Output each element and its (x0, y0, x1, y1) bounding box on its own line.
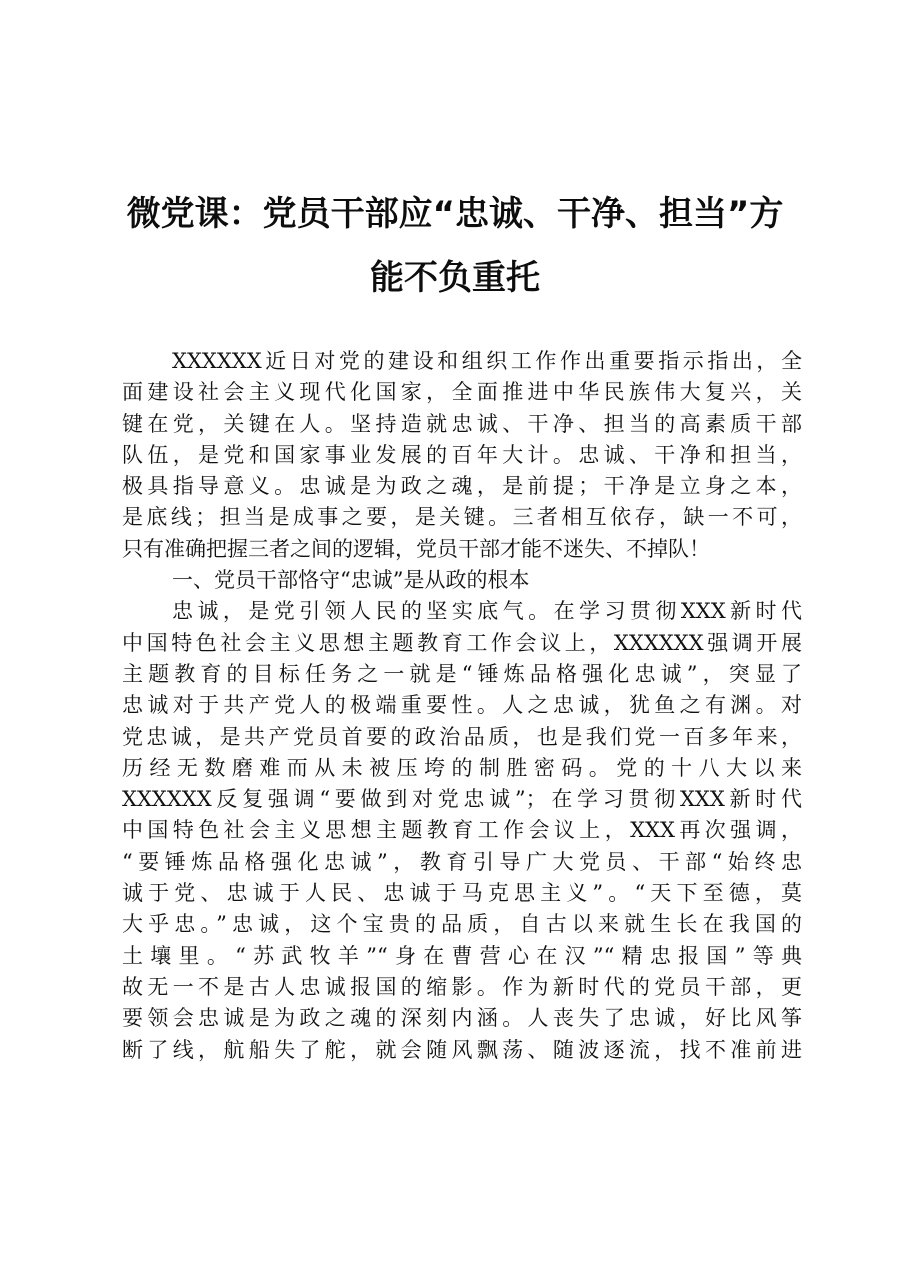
paragraph-line: 诚于党、忠诚于人民、忠诚于马克思主义”。“天下至德，莫 (122, 881, 802, 906)
paragraph-line: XXXXXX反复强调“要做到对党忠诚”；在学习贯彻XXX新时代 (122, 787, 802, 812)
section-heading-1 (122, 565, 802, 596)
section-heading-text: 一、党员干部恪守“忠诚”是从政的根本 (172, 568, 530, 593)
title-line-2: 能不负重托 (370, 258, 540, 298)
document-body (122, 346, 802, 1066)
paragraph-line: 面建设社会主义现代化国家，全面推进中华民族伟大复兴，关 (122, 380, 802, 405)
paragraph-line: “要锤炼品格强化忠诚”，教育引导广大党员、干部“始终忠 (122, 849, 802, 874)
paragraph-intro (122, 346, 802, 565)
paragraph-line: 中国特色社会主义思想主题教育工作会议上，XXXXXX强调开展 (122, 630, 802, 655)
paragraph-line: 故无一不是古人忠诚报国的缩影。作为新时代的党员干部，更 (122, 974, 802, 999)
paragraph-line: 忠诚，是党引领人民的坚实底气。在学习贯彻XXX新时代 (172, 599, 802, 624)
paragraph-line: 队伍，是党和国家事业发展的百年大计。忠诚、干净和担当， (122, 442, 802, 467)
document-title (100, 182, 810, 310)
paragraph-line: 忠诚对于共产党人的极端重要性。人之忠诚，犹鱼之有渊。对 (122, 693, 802, 718)
paragraph-line: 要领会忠诚是为政之魂的深刻内涵。人丧失了忠诚，好比风筝 (122, 1006, 802, 1031)
paragraph-line: 断了线，航船失了舵，就会随风飘荡、随波逐流，找不准前进 (122, 1037, 802, 1062)
paragraph-line: 是底线；担当是成事之要，是关键。三者相互依存，缺一不可， (122, 505, 802, 530)
paragraph-line: 土壤里。“苏武牧羊”“身在曹营心在汉”“精忠报国”等典 (122, 943, 802, 968)
paragraph-line: 主题教育的目标任务之一就是“锤炼品格强化忠诚”，突显了 (122, 661, 802, 686)
paragraph-line: 键在党，关键在人。坚持造就忠诚、干净、担当的高素质干部 (122, 411, 802, 436)
paragraph-loyalty (122, 596, 802, 1065)
paragraph-line: 大乎忠。”忠诚，这个宝贵的品质，自古以来就生长在我国的 (122, 912, 802, 937)
paragraph-line: 中国特色社会主义思想主题教育工作会议上，XXX再次强调， (122, 818, 802, 843)
paragraph-line: 历经无数磨难而从未被压垮的制胜密码。党的十八大以来 (122, 755, 802, 780)
paragraph-line: 党忠诚，是共产党员首要的政治品质，也是我们党一百多年来， (122, 724, 802, 749)
title-line-1: 微党课：党员干部应“忠诚、干净、担当”方 (126, 194, 784, 234)
paragraph-line: XXXXXX近日对党的建设和组织工作作出重要指示指出，全 (172, 349, 802, 373)
paragraph-line: 极具指导意义。忠诚是为政之魂，是前提；干净是立身之本， (122, 474, 802, 499)
paragraph-line: 只有准确把握三者之间的逻辑，党员干部才能不迷失、不掉队！ (122, 536, 710, 561)
